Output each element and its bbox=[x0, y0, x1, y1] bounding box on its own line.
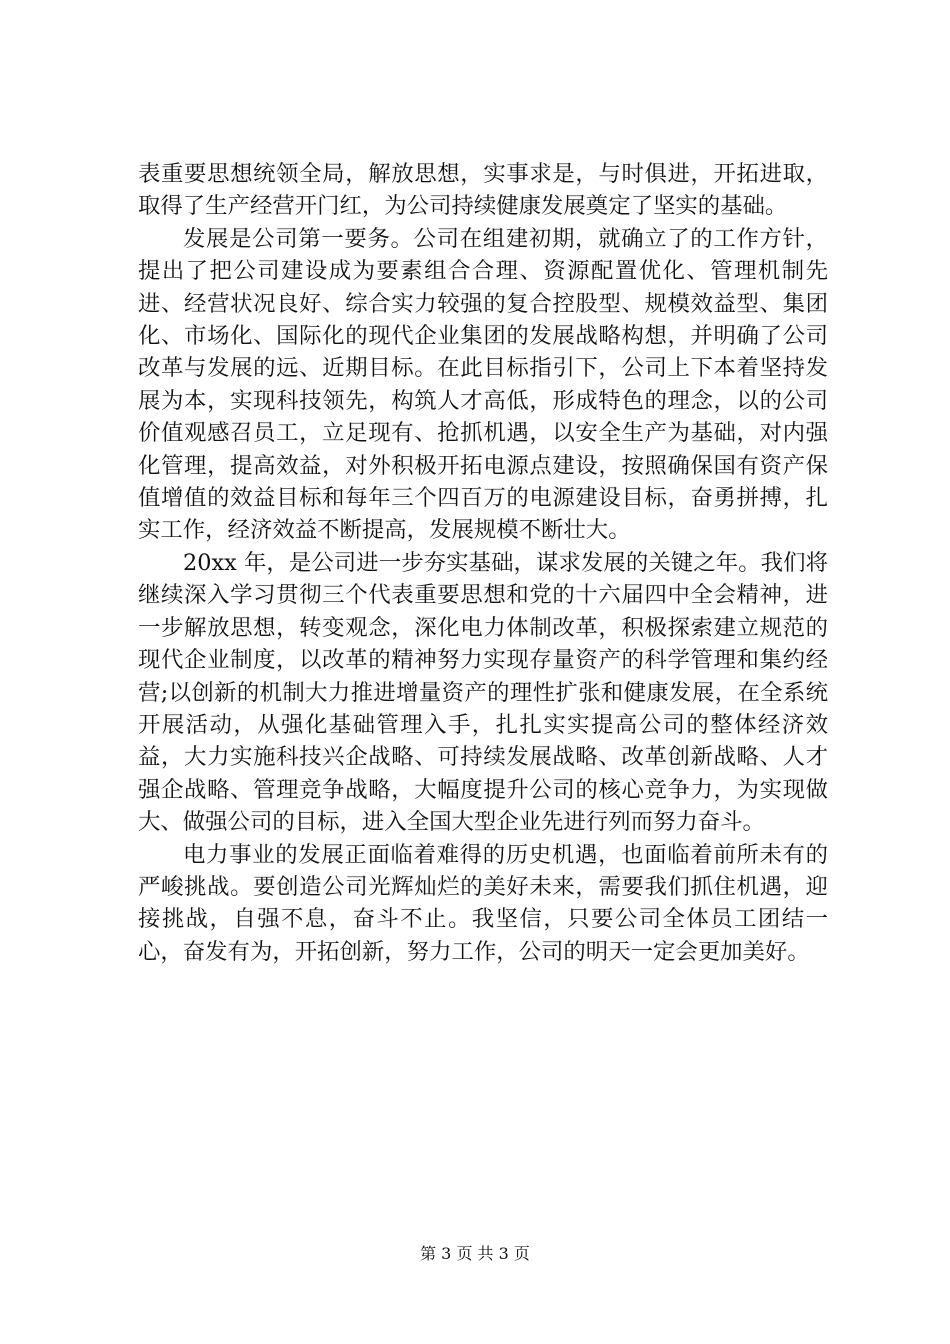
page-number: 第 3 页 共 3 页 bbox=[420, 1244, 530, 1263]
paragraph-continuation: 表重要思想统领全局，解放思想，实事求是，与时俱进，开拓进取，取得了生产经营开门红，为公司持续健康发展奠定了坚实的基础。 bbox=[138, 161, 828, 220]
page-footer bbox=[0, 1244, 950, 1264]
paragraph-outlook: 电力事业的发展正面临着难得的历史机遇，也面临着前所未有的严峻挑战。要创造公司光辉灿烂的美好未来，需要我们抓住机遇，迎接挑战，自强不息，奋斗不止。我坚信，只要公司全体员工团结一心，奋发有为，开拓创新，努力工作，公司的明天一定会更加美好。 bbox=[138, 841, 828, 965]
paragraph-year-plan: 20xx 年，是公司进一步夯实基础，谋求发展的关键之年。我们将继续深入学习贯彻三个代表重要思想和党的十六届四中全会精神，进一步解放思想，转变观念，深化电力体制改革，积极探索建立规范的现代企业制度，以改革的精神努力实现存量资产的科学管理和集约经营;以创新的机制大力推进增量资产的理性扩张和健康发展，在全系统开展活动，从强化基础管理入手，扎扎实实提高公司的整体经济效益，大力实施科技兴企战略、可持续发展战略、改革创新战略、人才强企战略、管理竞争战略，大幅度提升公司的核心竞争力，为实现做大、做强公司的目标，进入全国大型企业先进行列而努力奋斗。 bbox=[138, 549, 828, 836]
document-body bbox=[138, 158, 828, 968]
paragraph-development: 发展是公司第一要务。公司在组建初期，就确立了的工作方针，提出了把公司建设成为要素组合合理、资源配置优化、管理机制先进、经营状况良好、综合实力较强的复合控股型、规模效益型、集团化、市场化、国际化的现代企业集团的发展战略构想，并明确了公司改革与发展的远、近期目标。在此目标指引下，公司上下本着坚持发展为本，实现科技领先，构筑人才高低，形成特色的理念，以的公司价值观感召员工，立足现有、抢抓机遇，以安全生产为基础，对内强化管理，提高效益，对外积极开拓电源点建设，按照确保国有资产保值增值的效益目标和每年三个四百万的电源建设目标，奋勇拼搏，扎实工作，经济效益不断提高，发展规模不断壮大。 bbox=[138, 225, 828, 544]
